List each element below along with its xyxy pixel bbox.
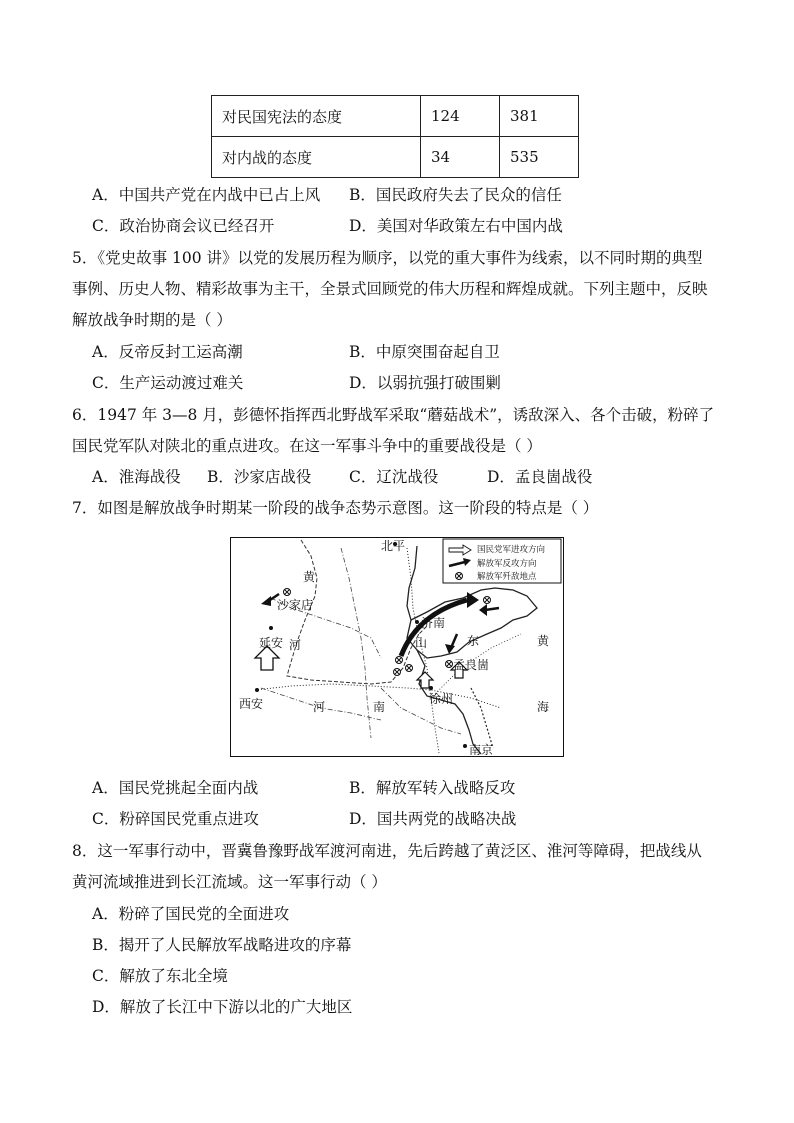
q8-option-b: B．揭开了人民解放军战略进攻的序幕 [92,936,352,954]
table-cell: 34 [421,137,500,178]
table-row [212,137,579,178]
place-yanan: 延安 [259,636,284,650]
q7-option-d: D．国共两党的战略决战 [349,810,517,828]
q8-option-d: D．解放了长江中下游以北的广大地区 [92,998,353,1016]
legend-battle-site: 解放军歼敌地点 [477,572,537,582]
war-situation-map [230,537,564,757]
q4-option-d: D．美国对华政策左右中国内战 [349,217,563,235]
q5-stem-line2: 事例、历史人物、精彩故事为主干，全景式回顾党的伟大历程和辉煌成就。下列主题中，反映 [72,280,708,298]
q5-option-a: A．反帝反封工运高潮 [92,343,243,361]
region-huang-sea: 黄 [537,634,550,648]
q6-option-b: B．沙家店战役 [207,468,312,486]
q7-stem-line1: 7．如图是解放战争时期某一阶段的战争态势示意图。这一阶段的特点是（ ） [72,499,599,517]
q6-option-c: C．辽沈战役 [349,468,439,486]
table-row [212,96,579,137]
legend-pla-counter: 解放军反攻方向 [477,559,537,569]
q4-option-b: B．国民政府失去了民众的信任 [349,186,562,204]
place-xian: 西安 [239,697,264,711]
region-dong: 东 [467,634,480,648]
place-nanjing: 南京 [469,743,494,757]
survey-table [211,95,579,178]
q6-stem-line2: 国民党军队对陕北的重点进攻。在这一军事斗争中的重要战役是（ ） [72,437,542,455]
place-shajiadian: 沙家店 [277,598,314,612]
q7-option-b: B．解放军转入战略反攻 [349,779,516,797]
q5-stem-line1: 5．《党史故事 100 讲》以党的发展历程为顺序，以党的重大事件为线索，以不同时期的典型 [72,249,703,267]
place-menglianggu: 孟良崮 [453,658,490,672]
region-he: 河 [289,638,302,652]
q5-stem-line3: 解放战争时期的是（ ） [72,311,232,329]
q4-option-c: C．政治协商会议已经召开 [92,217,275,235]
place-xuzhou: 徐州 [429,692,454,706]
q6-option-a: A．淮海战役 [92,468,181,486]
table-cell: 124 [421,96,500,137]
table-cell: 535 [500,137,579,178]
q6-stem-line1: 6．1947 年 3—8 月，彭德怀指挥西北野战军采取“蘑菇战术”，诱敌深入、各个击破，粉碎了 [72,406,715,424]
legend-kmt-attack: 国民党军进攻方向 [477,545,546,555]
region-he-2: 河 [313,700,326,714]
q5-option-b: B．中原突围奋起自卫 [349,343,500,361]
table-cell: 对内战的态度 [212,137,421,178]
table-cell: 381 [500,96,579,137]
q5-option-c: C．生产运动渡过难关 [92,374,244,392]
q5-option-d: D．以弱抗强打破围剿 [349,374,501,392]
place-jinan: 济南 [421,616,446,630]
q7-option-a: A．国民党挑起全面内战 [92,779,259,797]
table-cell: 对民国宪法的态度 [212,96,421,137]
region-huang: 黄 [303,570,316,584]
q7-option-c: C．粉碎国民党重点进攻 [92,810,259,828]
place-beiping: 北平 [381,539,406,553]
q8-stem-line2: 黄河流域推进到长江流域。这一军事行动（ ） [72,873,387,891]
q8-option-a: A．粉碎了国民党的全面进攻 [92,905,290,923]
q8-stem-line1: 8．这一军事行动中，晋冀鲁豫野战军渡河南进，先后跨越了黄泛区、淮河等障碍，把战线从 [72,842,702,860]
region-shan: 山 [415,636,428,650]
q6-option-d: D．孟良崮战役 [487,468,593,486]
region-nan: 南 [373,700,386,714]
q8-option-c: C．解放了东北全境 [92,967,228,985]
q4-option-a: A．中国共产党在内战中已占上风 [92,186,321,204]
region-hai: 海 [537,700,550,714]
